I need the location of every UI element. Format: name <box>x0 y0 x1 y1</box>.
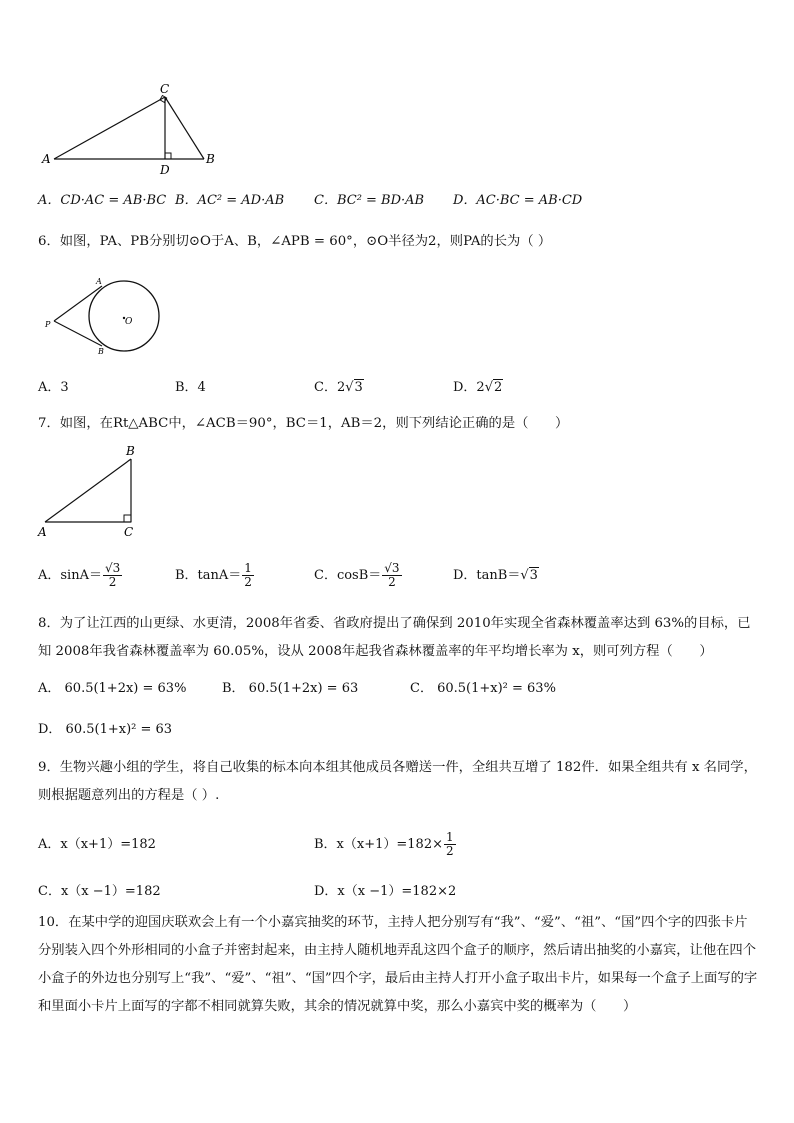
label-A: A <box>96 277 102 286</box>
radicand: 2 <box>494 380 503 395</box>
q6-option-c[interactable] <box>314 378 364 398</box>
label-C: C <box>124 525 134 539</box>
label-B: B <box>98 347 104 356</box>
radical-sign: √ <box>484 380 493 395</box>
q7-option-a[interactable] <box>38 556 123 596</box>
figure-q6-circle-tangents <box>40 272 170 362</box>
option-prefix: B．tanA＝ <box>175 568 242 583</box>
option-prefix: C．cosB＝ <box>314 568 382 583</box>
q7-option-b[interactable] <box>175 556 255 596</box>
q6-option-b[interactable]: B．4 <box>175 380 206 395</box>
q9-option-d[interactable]: D．x（x −1）=182×2 <box>314 884 457 899</box>
q7-option-d[interactable] <box>453 556 539 596</box>
q5-option-d[interactable]: D．AC·BC = AB·CD <box>453 193 583 208</box>
option-prefix: B．x（x+1）=182× <box>314 837 443 852</box>
radicand: 3 <box>354 380 363 395</box>
q6-stem: 6．如图，PA、PB分别切⊙O于A、B，∠APB = 60°，⊙O半径为2，则PA的长为（ ） <box>38 234 552 249</box>
label-O: O <box>125 317 133 327</box>
label-B: B <box>126 444 135 458</box>
q5-option-b[interactable]: B．AC² = AD·AB <box>175 193 285 208</box>
figure-q7-right-triangle <box>36 442 146 540</box>
label-P: P <box>45 320 51 329</box>
q5-option-c[interactable]: C．BC² = BD·AB <box>314 193 425 208</box>
q8-option-b[interactable]: B． 60.5(1+2x) = 63 <box>222 681 359 696</box>
option-prefix: D．2 <box>453 380 485 395</box>
option-prefix: A．sinA＝ <box>38 568 102 583</box>
q7-option-c[interactable] <box>314 556 403 596</box>
label-B: B <box>206 152 215 166</box>
q6-option-a[interactable]: A．3 <box>38 380 69 395</box>
q10-stem: 10．在某中学的迎国庆联欢会上有一个小嘉宾抽奖的环节，主持人把分别写有“我”、“爱”、“祖”、“国”四个字的四张卡片分别装入四个外形相同的小盒子并密封起来，由主持人随机地弄乱这四个盒子的顺序，然后请出抽奖的小嘉宾，让他在四个小盒子的外边也分别写上“我”、“爱”、“祖”、“国”四个字，最后由主持人打开小盒子取出卡片，如果每一个盒子上面写的字和里面小卡片上面写的字都不相同就算失败，其余的情况就算中奖，那么小嘉宾中奖的概率为（ ） <box>38 915 758 1014</box>
fraction: $\frac{1}{2}$ <box>244 561 252 589</box>
figure-q5-triangle <box>36 80 226 176</box>
radical-sign: √ <box>520 568 529 583</box>
radicand: 3 <box>529 568 538 583</box>
label-D: D <box>160 163 170 176</box>
label-A: A <box>38 525 47 539</box>
q7-stem: 7．如图，在Rt△ABC中，∠ACB＝90°，BC＝1，AB＝2，则下列结论正确的是（ ） <box>38 416 569 431</box>
q8-option-c[interactable]: C． 60.5(1+x)² = 63% <box>410 681 556 696</box>
q5-option-a[interactable]: A．CD·AC = AB·BC <box>38 193 167 208</box>
q6-option-d[interactable] <box>453 378 503 398</box>
fraction: $\frac{√3}{2}$ <box>104 561 121 589</box>
label-C: C <box>160 82 170 96</box>
option-prefix: C．2 <box>314 380 346 395</box>
q8-stem: 8．为了让江西的山更绿、水更清，2008年省委、省政府提出了确保到 2010年实现全省森林覆盖率达到 63%的目标，已知 2008年我省森林覆盖率为 60.05%，设从 2008年起我省森林覆盖率的年平均增长率为 x，则可列方程（ ） <box>38 616 751 659</box>
q9-stem: 9．生物兴趣小组的学生，将自己收集的标本向本组其他成员各赠送一件，全组共互增了 182件．如果全组共有 x 名同学，则根据题意列出的方程是（ ）. <box>38 760 757 803</box>
fraction: $\frac{1}{2}$ <box>445 830 454 858</box>
q8-option-d[interactable]: D． 60.5(1+x)² = 63 <box>38 722 173 737</box>
q9-option-c[interactable]: C．x（x −1）=182 <box>38 884 161 899</box>
option-prefix: D．tanB＝ <box>453 568 521 583</box>
radical-sign: √ <box>345 380 354 395</box>
q9-option-b[interactable] <box>314 825 457 865</box>
fraction: $\frac{√3}{2}$ <box>384 561 400 589</box>
q9-option-a[interactable]: A．x（x+1）=182 <box>38 837 156 852</box>
q8-option-a[interactable]: A． 60.5(1+2x) = 63% <box>38 681 187 696</box>
label-A: A <box>42 152 51 166</box>
